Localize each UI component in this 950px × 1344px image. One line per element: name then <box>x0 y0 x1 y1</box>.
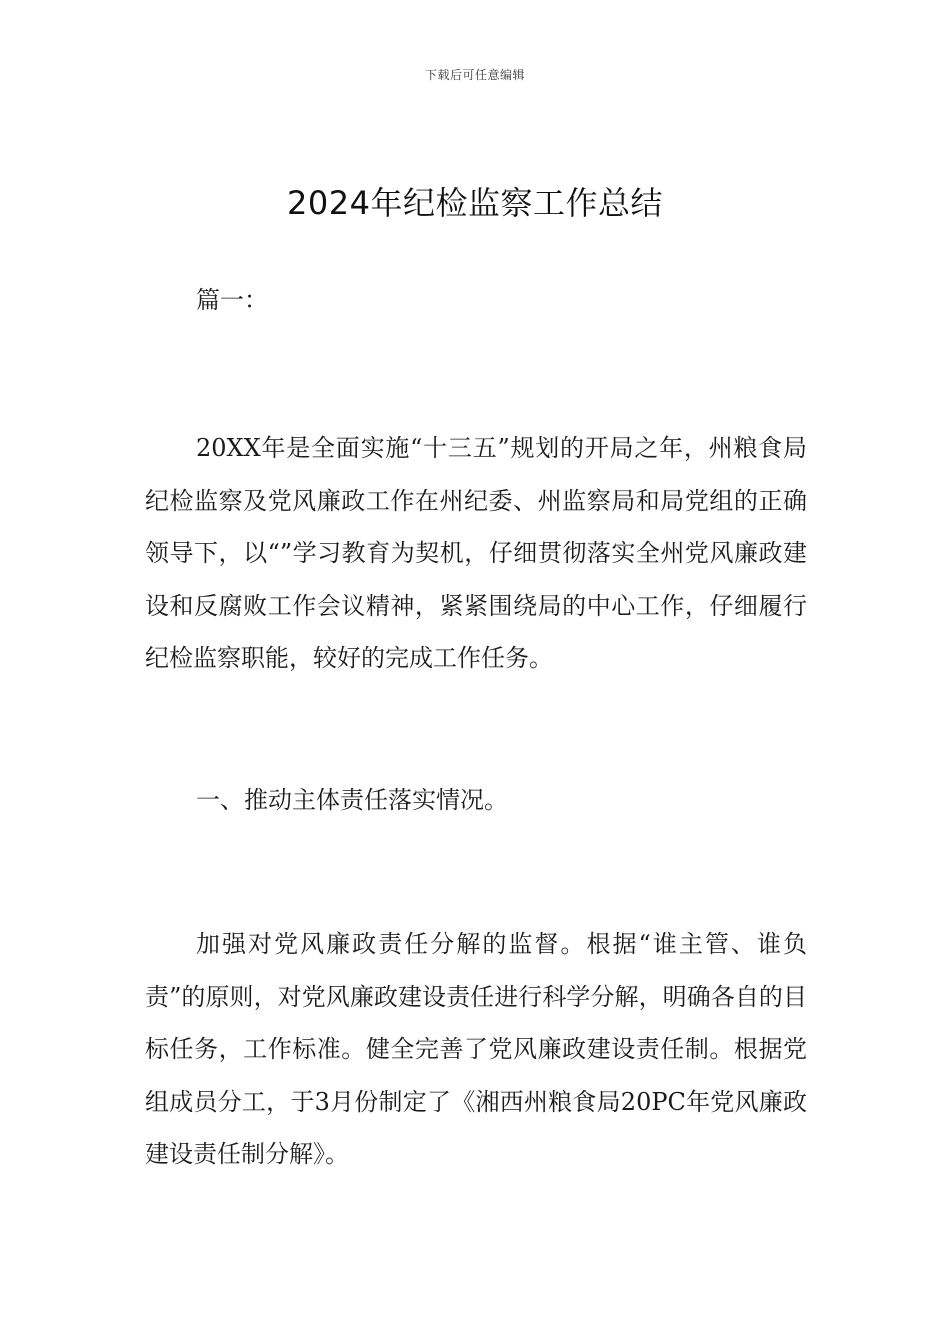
section-heading-1: 一、推动主体责任落实情况。 <box>196 786 508 814</box>
paragraph-intro: 20XX年是全面实施“十三五”规划的开局之年，州粮食局纪检监察及党风廉政工作在州纪委、州监察局和局党组的正确领导下，以“”学习教育为契机，仔细贯彻落实全州党风廉政建设和反腐败工作会议精神，紧紧围绕局的中心工作，仔细履行纪检监察职能，较好的完成工作任务。 <box>145 434 807 672</box>
document-title: 2024年纪检监察工作总结 <box>287 184 663 222</box>
paragraph-responsibility: 加强对党风廉政责任分解的监督。根据“谁主管、谁负责”的原则，对党风廉政建设责任进行科学分解，明确各自的目标任务，工作标准。健全完善了党风廉政建设责任制。根据党组成员分工，于3月份制定了《湘西州粮食局20PC年党风廉政建设责任制分解》。 <box>145 930 807 1168</box>
part-label: 篇一： <box>196 286 268 314</box>
header-note: 下载后可任意编辑 <box>424 68 525 82</box>
